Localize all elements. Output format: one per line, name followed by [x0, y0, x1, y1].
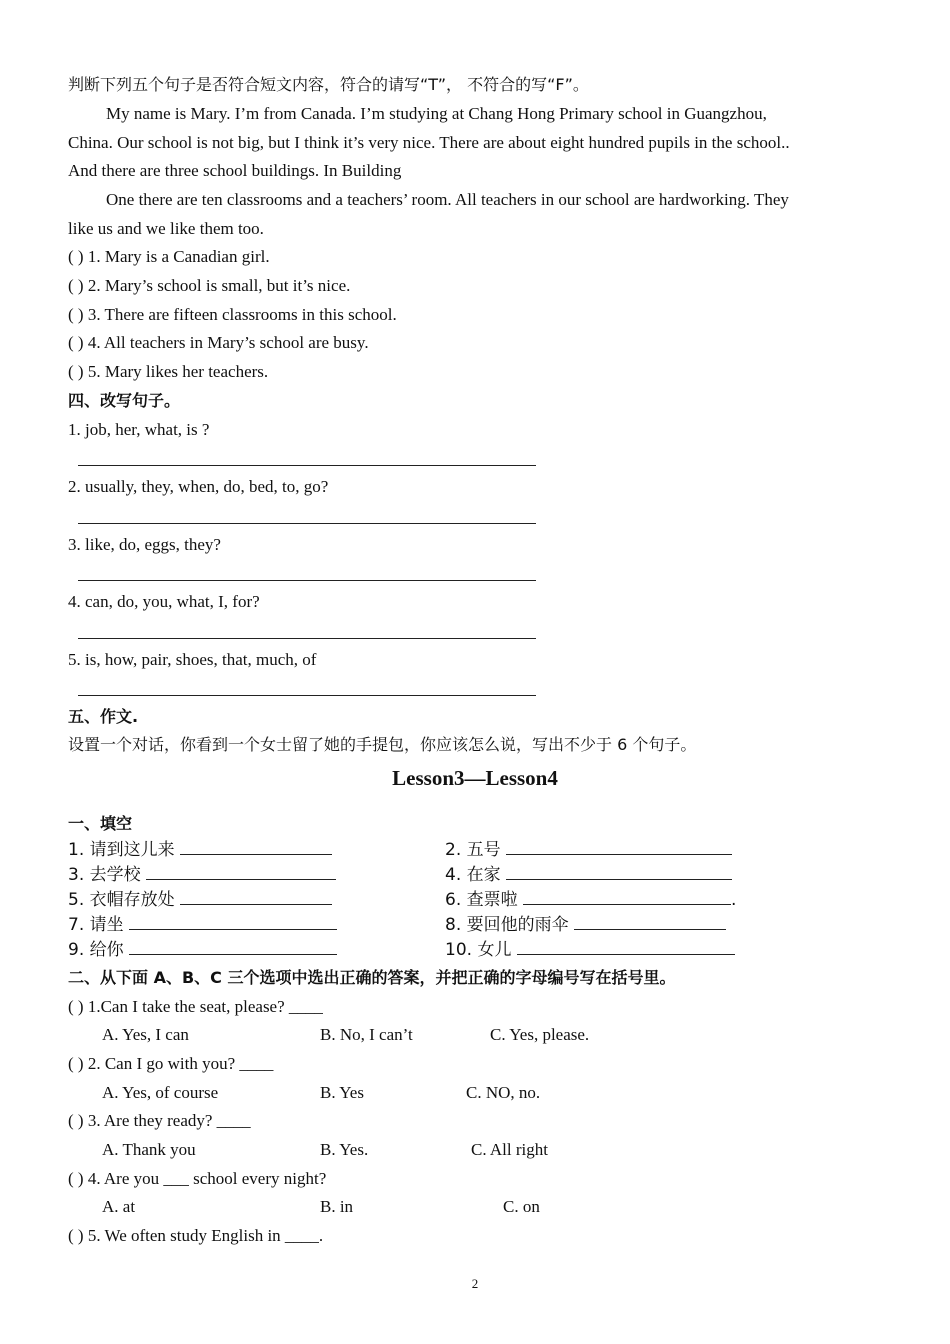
- rewrite-item: 2. usually, they, when, do, bed, to, go?: [68, 477, 329, 496]
- answer-line[interactable]: [78, 580, 536, 581]
- section-heading-choice: 二、从下面 A、B、C 三个选项中选出正确的答案，并把正确的字母编号写在括号里。: [68, 968, 676, 987]
- reading-instruction: 判断下列五个句子是否符合短文内容，符合的请写“T”， 不符合的写“F”。: [68, 75, 589, 94]
- lesson-title: Lesson3—Lesson4: [392, 766, 558, 790]
- fill-blank[interactable]: [574, 913, 726, 930]
- statement-item: ( ) 5. Mary likes her teachers.: [68, 362, 269, 381]
- choice-option-a: A. at: [102, 1197, 136, 1216]
- fill-item: 3. 去学校: [68, 863, 336, 886]
- choice-question: ( ) 4. Are you ___ school every night?: [68, 1169, 327, 1188]
- passage-line: And there are three school buildings. In Building: [68, 161, 402, 180]
- rewrite-item: 1. job, her, what, is ?: [68, 420, 210, 439]
- passage-line: like us and we like them too.: [68, 219, 264, 238]
- fill-item: 7. 请坐: [68, 913, 337, 936]
- fill-blank[interactable]: [506, 838, 732, 855]
- fill-blank[interactable]: [517, 938, 735, 955]
- fill-blank[interactable]: [129, 938, 337, 955]
- choice-option-c: C. Yes, please.: [490, 1025, 590, 1044]
- section-heading-fill: 一、填空: [68, 814, 133, 833]
- choice-question: ( ) 1.Can I take the seat, please? ____: [68, 997, 323, 1016]
- choice-option-a: A. Yes, I can: [102, 1025, 189, 1044]
- rewrite-item: 3. like, do, eggs, they?: [68, 535, 221, 554]
- fill-blank[interactable]: [146, 863, 336, 880]
- choice-option-a: A. Thank you: [102, 1140, 196, 1159]
- choice-option-a: A. Yes, of course: [102, 1083, 219, 1102]
- fill-item: 9. 给你: [68, 938, 337, 961]
- fill-item: 5. 衣帽存放处: [68, 888, 332, 911]
- statement-item: ( ) 1. Mary is a Canadian girl.: [68, 247, 270, 266]
- choice-question: ( ) 5. We often study English in ____.: [68, 1226, 324, 1245]
- statement-item: ( ) 2. Mary’s school is small, but it’s nice.: [68, 276, 351, 295]
- passage-line: My name is Mary. I’m from Canada. I’m studying at Chang Hong Primary school in Guangzhou,: [106, 104, 767, 123]
- composition-prompt: 设置一个对话，你看到一个女士留了她的手提包，你应该怎么说，写出不少于 6 个句子。: [68, 735, 697, 754]
- choice-option-c: C. on: [503, 1197, 540, 1216]
- answer-line[interactable]: [78, 465, 536, 466]
- choice-option-b: B. No, I can’t: [320, 1025, 413, 1044]
- rewrite-item: 4. can, do, you, what, I, for?: [68, 592, 260, 611]
- fill-blank[interactable]: [506, 863, 732, 880]
- choice-question: ( ) 3. Are they ready? ____: [68, 1111, 251, 1130]
- choice-option-b: B. Yes: [320, 1083, 364, 1102]
- choice-question: ( ) 2. Can I go with you? ____: [68, 1054, 274, 1073]
- section-heading-composition: 五、作文.: [68, 707, 139, 726]
- fill-item: 8. 要回他的雨伞: [445, 913, 726, 936]
- passage-line: China. Our school is not big, but I think it’s very nice. There are about eight hundred pupils in the school..: [68, 133, 790, 152]
- passage-line: One there are ten classrooms and a teachers’ room. All teachers in our school are hardworking. They: [106, 190, 789, 209]
- answer-line[interactable]: [78, 638, 536, 639]
- statement-item: ( ) 4. All teachers in Mary’s school are busy.: [68, 333, 369, 352]
- fill-item: 4. 在家: [445, 863, 732, 886]
- fill-blank[interactable]: [180, 888, 332, 905]
- fill-blank[interactable]: [180, 838, 332, 855]
- fill-item: 10. 女儿: [445, 938, 735, 961]
- fill-item: 6. 查票啦 .: [445, 890, 737, 910]
- fill-blank[interactable]: [129, 913, 337, 930]
- answer-line[interactable]: [78, 695, 536, 696]
- fill-blank[interactable]: [523, 888, 731, 905]
- fill-item: 2. 五号: [445, 838, 732, 861]
- choice-option-b: B. Yes.: [320, 1140, 369, 1159]
- statement-item: ( ) 3. There are fifteen classrooms in this school.: [68, 305, 397, 324]
- choice-option-c: C. NO, no.: [466, 1083, 541, 1102]
- rewrite-item: 5. is, how, pair, shoes, that, much, of: [68, 650, 317, 669]
- choice-option-b: B. in: [320, 1197, 354, 1216]
- choice-option-c: C. All right: [471, 1140, 548, 1159]
- fill-item: 1. 请到这儿来: [68, 838, 332, 861]
- answer-line[interactable]: [78, 523, 536, 524]
- page-number: 2: [471, 1276, 479, 1291]
- section-heading-rewrite: 四、改写句子。: [68, 391, 181, 410]
